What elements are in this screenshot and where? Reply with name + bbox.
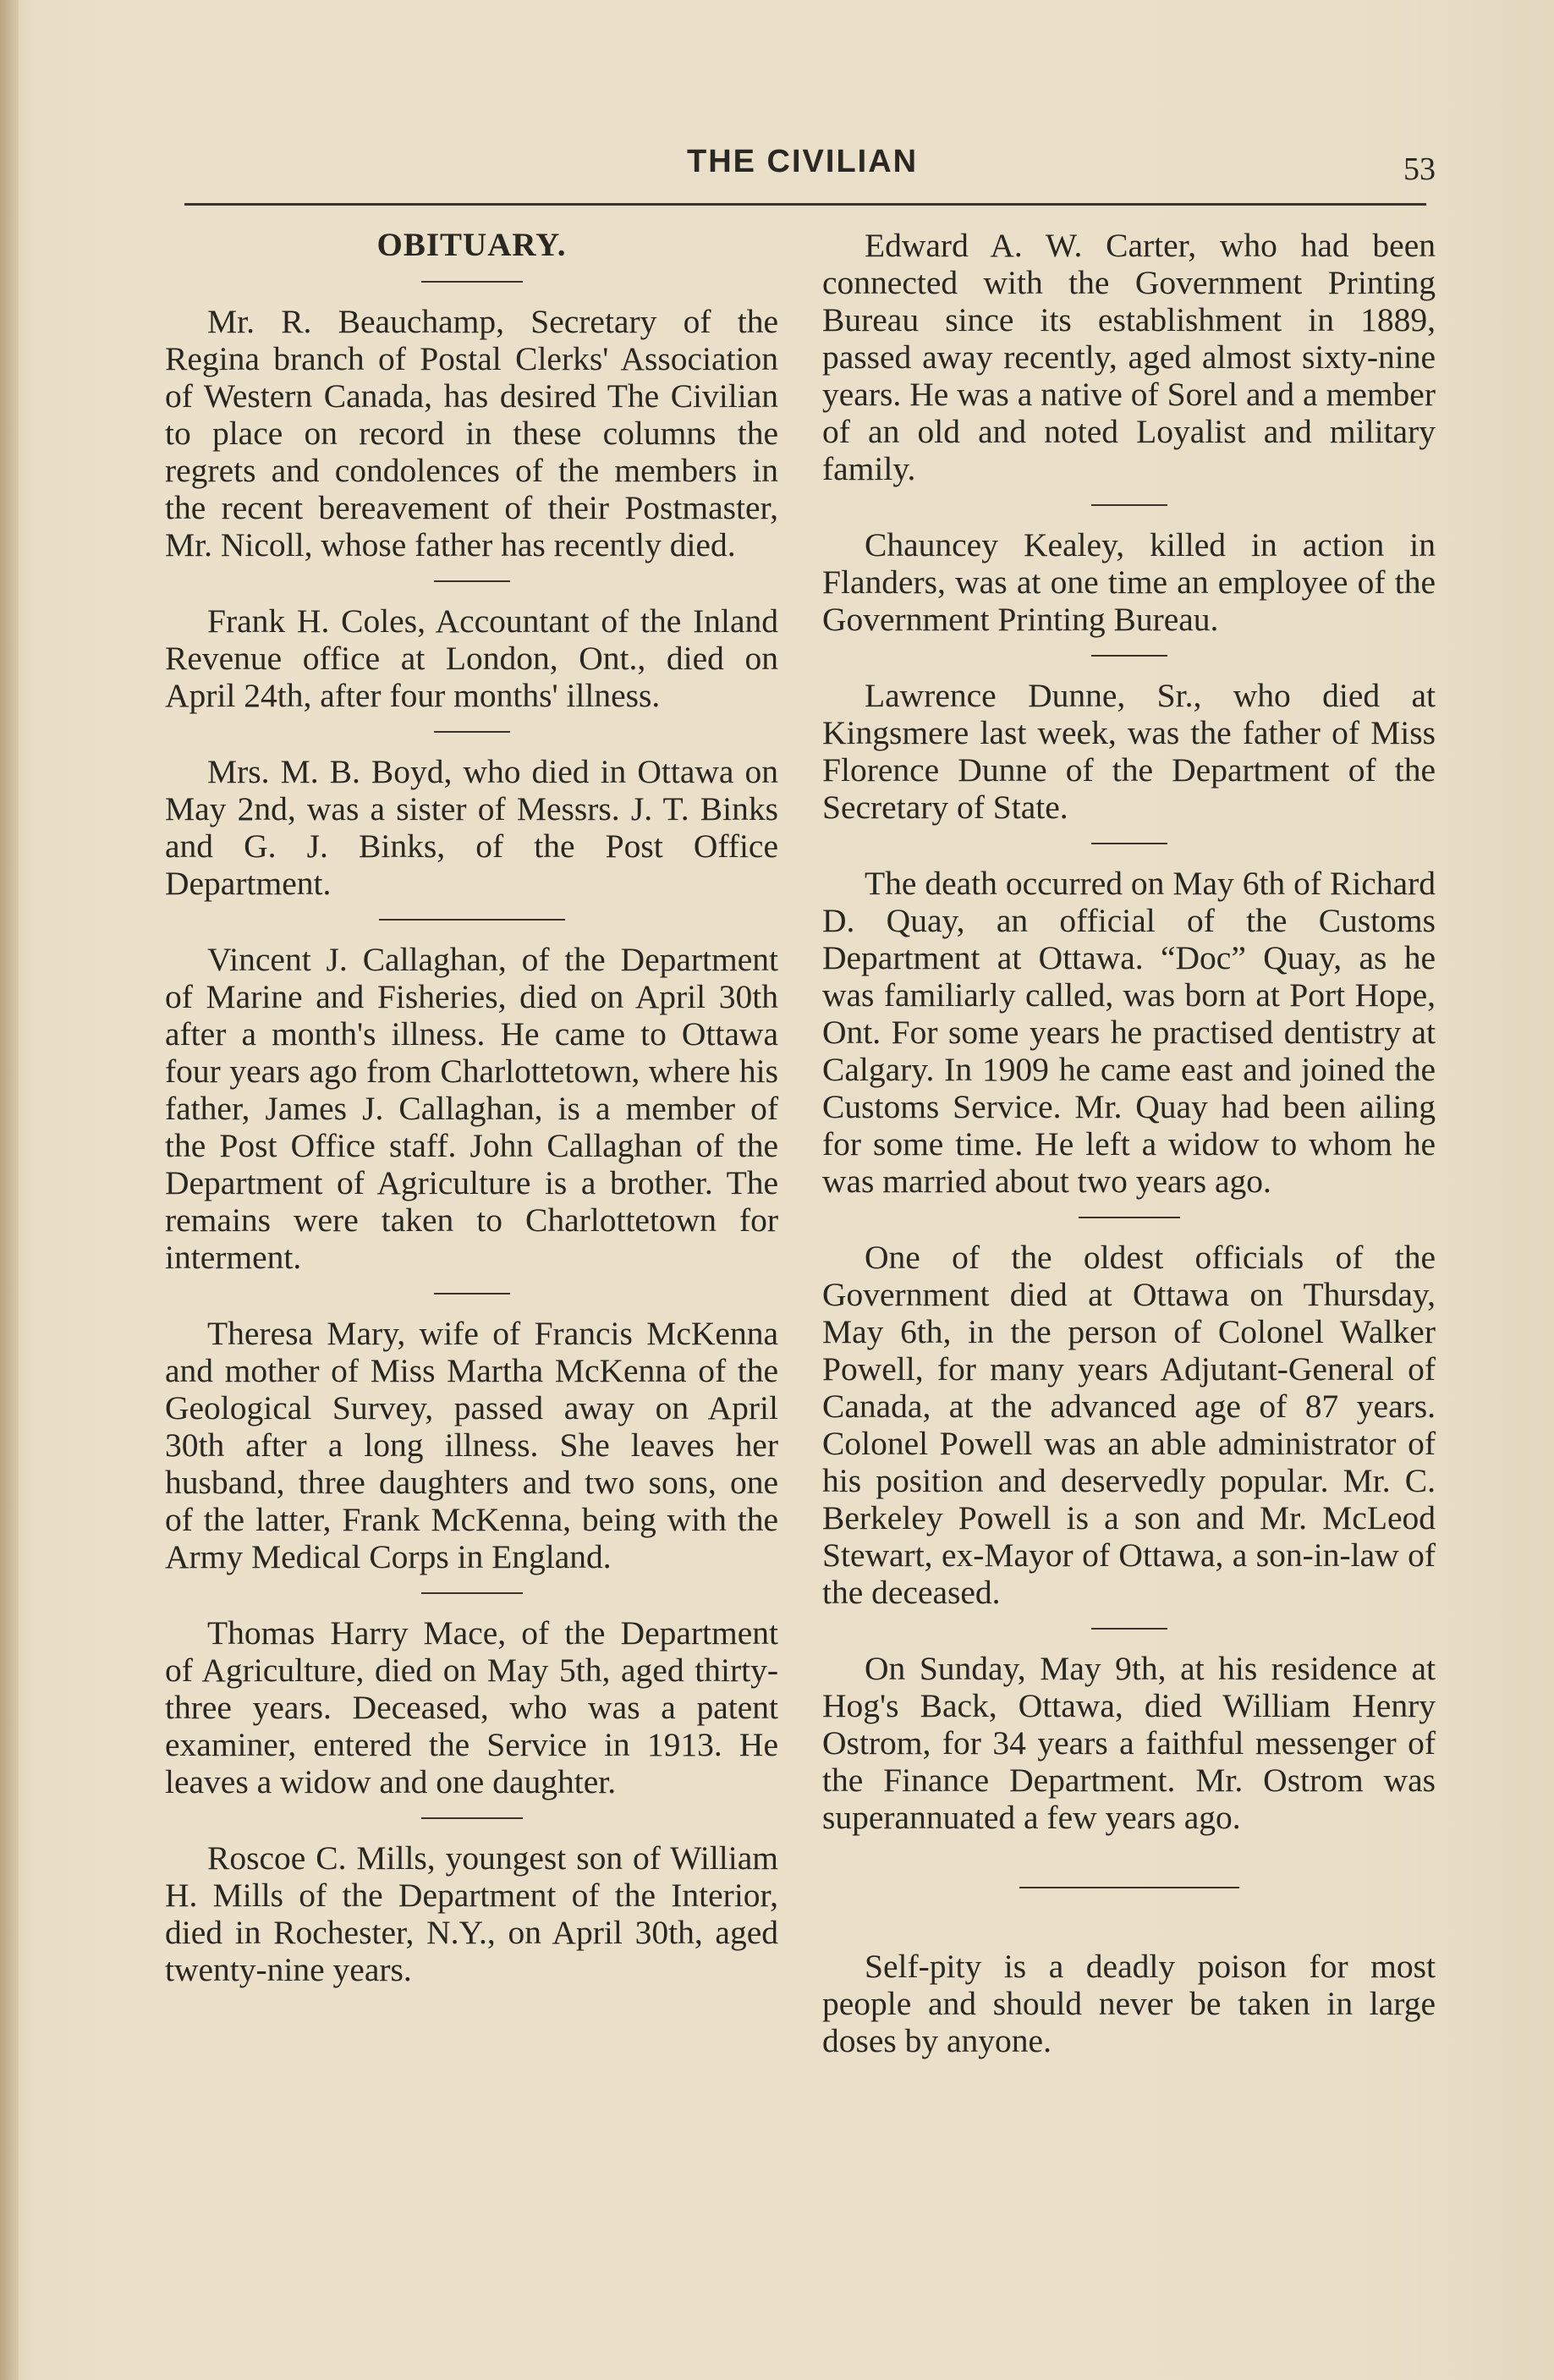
separator-rule	[1079, 1217, 1180, 1218]
separator-rule	[1091, 1628, 1167, 1630]
separator-rule	[1091, 843, 1167, 844]
obituary-item: The death occurred on May 6th of Richard D. Quay, an official of the Customs Department at Ottawa. “Doc” Quay, as he was familiarly called, was born at Port Hope, Ont. For some years he practised dentistry at Calgary. In 1909 he came east and joined the Customs Service. Mr. Quay had been ailing for some time. He left a widow to whom he was married about two years ago.	[822, 865, 1436, 1200]
obituary-item: Theresa Mary, wife of Francis McKenna and mother of Miss Martha McKenna of the Geological Survey, passed away on April 30th after a long illness. She leaves her husband, three daughters and two sons, one of the latter, Frank McKenna, being with the Army Medical Corps in England.	[165, 1315, 778, 1575]
obituary-item: One of the oldest officials of the Government died at Ottawa on Thursday, May 6th, in the person of Colonel Walker Powell, for many years Adjutant-General of Canada, at the advanced age of 87 years. Colonel Powell was an able administrator of his position and deservedly popular. Mr. C. Berkeley Powell is a son and Mr. McLeod Stewart, ex-Mayor of Ottawa, a son-in-law of the deceased.	[822, 1239, 1436, 1611]
obituary-item: On Sunday, May 9th, at his residence at Hog's Back, Ottawa, died William Henry Ostrom, for 34 years a faithful messenger of the Finance Department. Mr. Ostrom was superannuated a few years ago.	[822, 1650, 1436, 1836]
obituary-item: Mrs. M. B. Boyd, who died in Ottawa on May 2nd, was a sister of Messrs. J. T. Binks and G. J. Binks, of the Post Office Department.	[165, 753, 778, 902]
right-column	[822, 227, 1436, 2059]
obituary-item: Mr. R. Beauchamp, Secretary of the Regina branch of Postal Clerks' Association of Western Canada, has desired The Civilian to place on record in these columns the regrets and condolences of the members in the recent bereavement of their Postmaster, Mr. Nicoll, whose father has recently died.	[165, 303, 778, 563]
obituary-item: Roscoe C. Mills, youngest son of William H. Mills of the Department of the Interior, died in Rochester, N.Y., on April 30th, aged twenty-nine years.	[165, 1839, 778, 1988]
separator-rule	[434, 1293, 510, 1294]
separator-rule	[379, 919, 565, 921]
separator-rule	[434, 580, 510, 582]
separator-rule	[421, 281, 523, 283]
obituary-item: Chauncey Kealey, killed in action in Flanders, was at one time an employee of the Government Printing Bureau.	[822, 526, 1436, 638]
header-rule	[184, 203, 1426, 206]
separator-rule	[434, 731, 510, 733]
obituary-item: Frank H. Coles, Accountant of the Inland Revenue office at London, Ont., died on April 24th, after four months' illness.	[165, 602, 778, 714]
obituary-item: Vincent J. Callaghan, of the Department of Marine and Fisheries, died on April 30th after a month's illness. He came to Ottawa four years ago from Charlottetown, where his father, James J. Callaghan, is a member of the Post Office staff. John Callaghan of the Department of Agriculture is a brother. The remains were taken to Charlottetown for interment.	[165, 941, 778, 1276]
separator-rule	[421, 1817, 523, 1819]
page-spine-shadow	[0, 0, 19, 2380]
obituary-item: Edward A. W. Carter, who had been connected with the Government Printing Bureau since its establishment in 1889, passed away recently, aged almost sixty-nine years. He was a native of Sorel and a member of an old and noted Loyalist and military family.	[822, 227, 1436, 487]
left-column	[165, 227, 778, 1988]
page-number: 53	[1403, 151, 1436, 187]
obituary-item: Lawrence Dunne, Sr., who died at Kingsmere last week, was the father of Miss Florence Dunne of the Department of the Secretary of State.	[822, 677, 1436, 826]
filler-note: Self-pity is a deadly poison for most people and should never be taken in large doses by anyone.	[822, 1948, 1436, 2059]
section-title: OBITUARY.	[376, 227, 567, 263]
separator-rule	[421, 1592, 523, 1594]
section-end-rule	[1019, 1887, 1239, 1888]
obituary-item: Thomas Harry Mace, of the Department of Agriculture, died on May 5th, aged thirty-three years. Deceased, who was a patent examiner, entered the Service in 1913. He leaves a widow and one daughter.	[165, 1614, 778, 1800]
separator-rule	[1091, 504, 1167, 506]
journal-title: THE CIVILIAN	[687, 144, 919, 179]
separator-rule	[1091, 655, 1167, 657]
